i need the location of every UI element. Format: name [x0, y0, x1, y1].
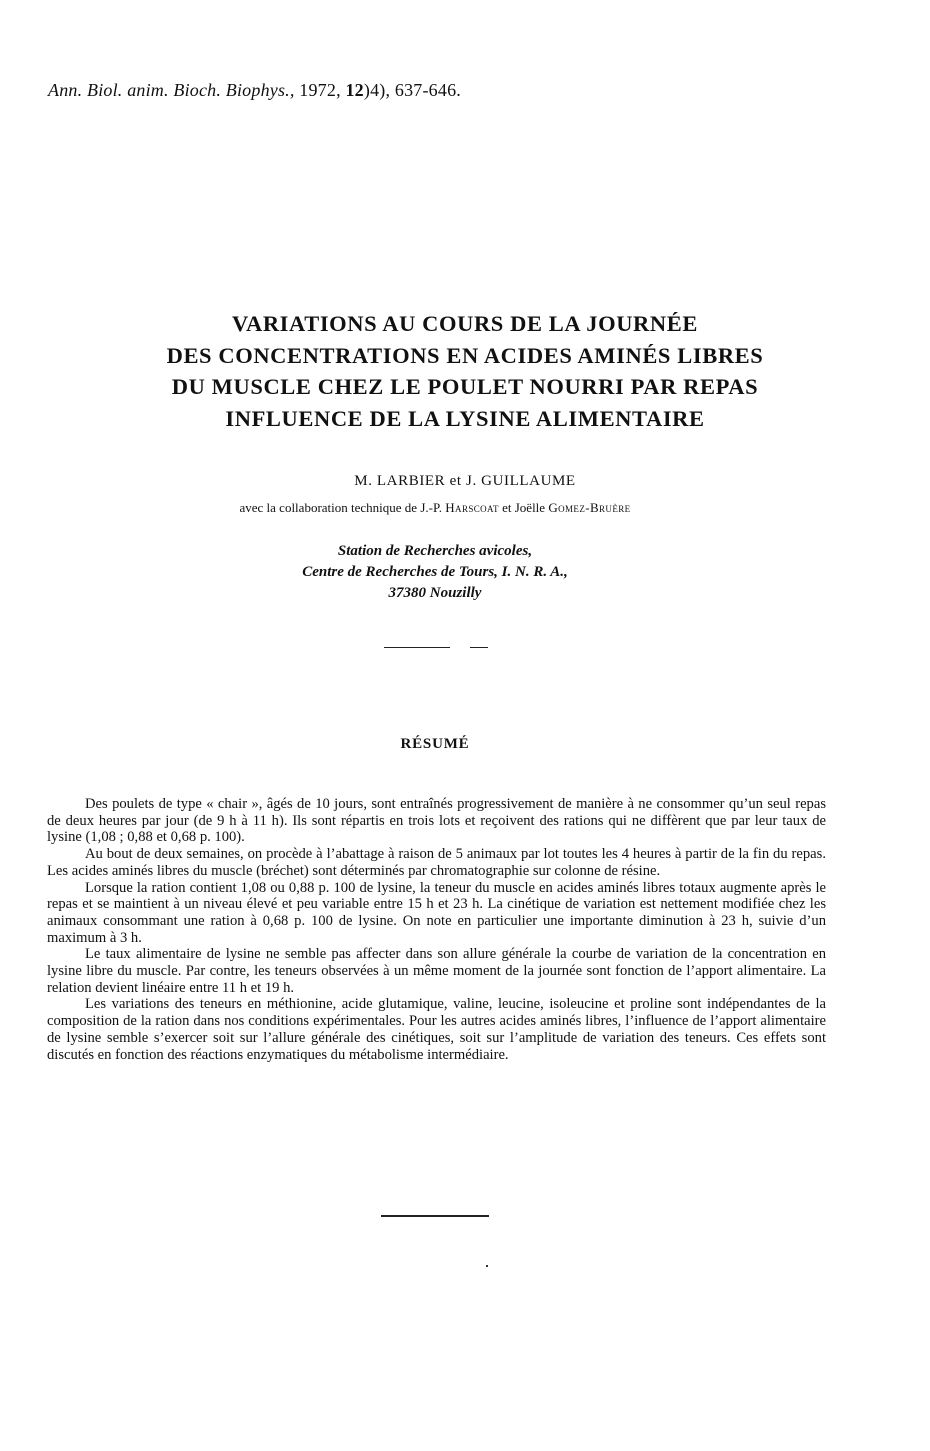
abstract — [47, 796, 826, 1063]
collaboration-line — [0, 500, 870, 516]
abstract-paragraph-3: Lorsque la ration contient 1,08 ou 0,88 p. 100 de lysine, la teneur du muscle en acides aminés libres totaux augmente après le repas et se maintient à un niveau élevé et peu variable entre 15 h et 23 h. La cinétique de variation est nettement modifiée chez les animaux consommant une ration à 0,68 p. 100 de lysine. On note en particulier une importante diminution à 23 h, suivie d’un maximum à 3 h. — [47, 879, 826, 946]
affiliation — [0, 541, 870, 604]
journal-citation — [48, 80, 461, 101]
abstract-paragraph-4: Le taux alimentaire de lysine ne semble pas affecter dans son allure générale la courbe de variation de la concentration en lysine libre du muscle. Par contre, les teneurs observées à un même moment de la journée sont fonction de l’apport alimentaire. La relation devient linéaire entre 11 h et 19 h. — [47, 946, 826, 996]
affiliation-line-1: Station de Recherches avicoles, — [337, 543, 533, 559]
article-title — [0, 308, 930, 434]
end-rule — [381, 1215, 489, 1217]
abstract-paragraph-2: Au bout de deux semaines, on procède à l’abattage à raison de 5 animaux par lot toutes les 4 heures à partir de la fin du repas. Les acides aminés libres du muscle (bréchet) sont déterminés par chromatographie sur colonne de résine. — [47, 846, 826, 879]
resume-heading: RÉSUMÉ — [400, 736, 470, 752]
title-line-2: DES CONCENTRATIONS EN ACIDES AMINÉS LIBRES — [166, 342, 764, 368]
citation-journal: Ann. Biol. anim. Bioch. Biophys., — [48, 80, 295, 100]
citation-pages: )4), 637-646. — [363, 80, 461, 100]
page-mark — [486, 1265, 488, 1267]
authors: M. LARBIER et J. GUILLAUME — [354, 473, 576, 489]
collaboration-middle: et Joëlle — [498, 500, 549, 515]
citation-year: 1972, — [299, 80, 341, 100]
separator-rule-left — [384, 647, 450, 648]
collaborator-name-1: Harscoat — [445, 500, 499, 515]
collaborator-name-2: Gomez-Bruère — [548, 500, 631, 515]
title-line-3: DU MUSCLE CHEZ LE POULET NOURRI PAR REPAS — [171, 374, 759, 399]
title-line-1: VARIATIONS AU COURS DE LA JOURNÉE — [232, 311, 698, 336]
abstract-paragraph-5: Les variations des teneurs en méthionine, acide glutamique, valine, leucine, isoleucine et proline sont indépendantes de la composition de la ration dans nos conditions expérimentales. Pour les autres acides aminés libres, l’influence de l’apport alimentaire de lysine semble s’exercer soit sur l’allure générale des cinétiques, soit sur l’amplitude de variation des teneurs. Ces effets sont discutés en fonction des réactions enzymatiques du métabolisme intermédiaire. — [47, 996, 826, 1063]
affiliation-line-3: 37380 Nouzilly — [388, 585, 482, 601]
separator-rule-right — [470, 647, 488, 648]
title-line-4: INFLUENCE DE LA LYSINE ALIMENTAIRE — [225, 405, 705, 431]
affiliation-line-2: Centre de Recherches de Tours, I. N. R. A., — [302, 564, 568, 580]
collaboration-prefix: avec la collaboration technique de J.-P. — [239, 500, 446, 515]
citation-volume: 12 — [345, 80, 364, 100]
abstract-paragraph-1: Des poulets de type « chair », âgés de 10 jours, sont entraînés progressivement de manière à ne consommer qu’un seul repas de deux heures par jour (de 9 h à 11 h). Ils sont répartis en trois lots et reçoivent des rations qui ne diffèrent que par leur taux de lysine (1,08 ; 0,88 et 0,68 p. 100). — [47, 796, 826, 846]
